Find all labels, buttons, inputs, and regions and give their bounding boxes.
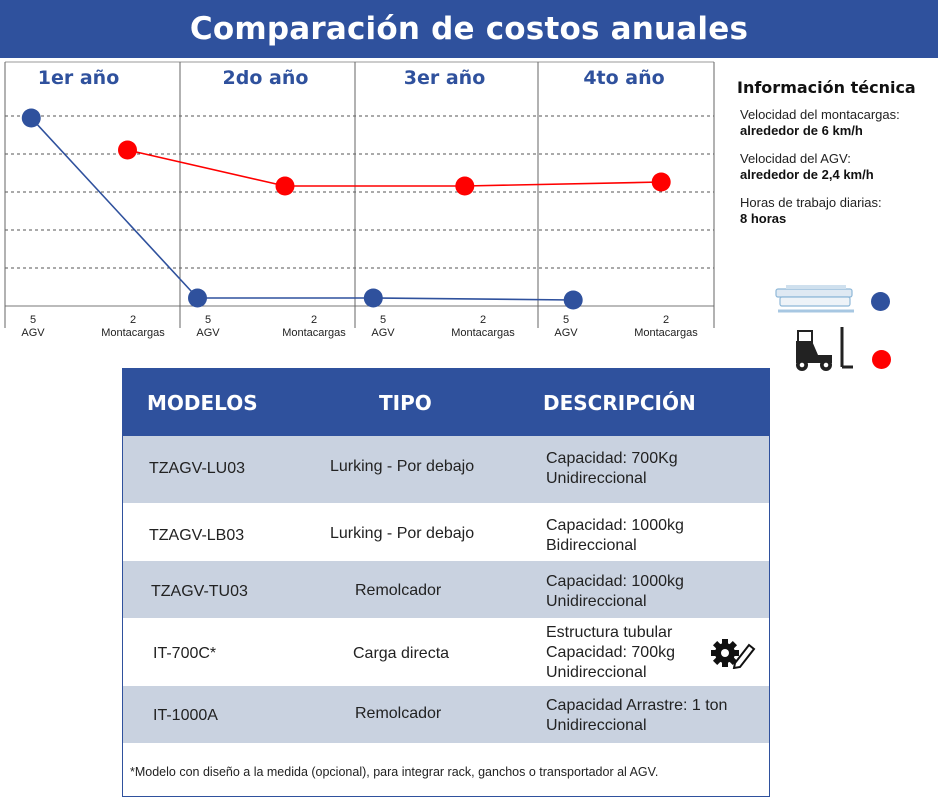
row-description: [546, 623, 675, 683]
data-point-agv: [22, 109, 41, 128]
desc-line: Estructura tubular: [546, 624, 673, 641]
table-row: [123, 436, 769, 503]
desc-line: Capacidad: 700kg: [546, 644, 675, 661]
footnote: *Modelo con diseño a la medida (opcional), para integrar rack, ganchos o transportador al AGV.: [130, 765, 659, 779]
category-count: 5: [204, 314, 212, 326]
row-description: [546, 696, 727, 736]
table-row: [123, 618, 769, 686]
legend-forklift: [790, 325, 854, 378]
legend-dot-agv: [871, 292, 890, 311]
row-model: IT-1000A: [153, 707, 218, 724]
forklift-speed: [737, 107, 942, 139]
info-heading: Información técnica: [737, 78, 916, 97]
series-line-montacargas: [128, 150, 662, 186]
legend-dot-forklift: [872, 350, 891, 369]
desc-line: Unidireccional: [546, 717, 647, 734]
row-type: Remolcador: [355, 705, 442, 722]
category-count: 5: [562, 314, 570, 326]
row-model: TZAGV-TU03: [151, 583, 248, 600]
category-label: AGV: [21, 327, 45, 339]
category-label: AGV: [371, 327, 395, 339]
category-count: 2: [129, 314, 137, 326]
forklift-speed-value: alrededor de 6 km/h: [740, 123, 863, 138]
table-row: [123, 561, 769, 618]
desc-line: Capacidad: 1000kg: [546, 517, 684, 534]
forklift-icon: [790, 325, 854, 373]
year-label: 2do año: [222, 67, 309, 89]
category-count: 2: [310, 314, 318, 326]
category-count: 5: [29, 314, 37, 326]
desc-line: Unidireccional: [546, 470, 647, 487]
year-labels: [38, 67, 665, 89]
table-row: [123, 503, 769, 561]
category-label: AGV: [196, 327, 220, 339]
data-point-agv: [188, 289, 207, 308]
header-models: MODELOS: [147, 391, 258, 415]
desc-line: Capacidad Arrastre: 1 ton: [546, 697, 728, 714]
data-point-agv: [564, 291, 583, 310]
row-type: Lurking - Por debajo: [330, 458, 475, 475]
data-point-agv: [364, 289, 383, 308]
gridlines: [5, 62, 714, 328]
category-label: Montacargas: [451, 327, 515, 339]
data-point-montacargas: [118, 141, 137, 160]
row-type: Carga directa: [353, 645, 450, 662]
category-count: 5: [379, 314, 387, 326]
work-hours-label: Horas de trabajo diarias:: [740, 195, 882, 210]
category-count: 2: [479, 314, 487, 326]
category-count: 2: [662, 314, 670, 326]
work-hours: [737, 195, 942, 227]
year-label: 4to año: [583, 67, 665, 89]
category-label: Montacargas: [101, 327, 165, 339]
agv-icon: [774, 283, 860, 319]
row-description: [546, 572, 684, 612]
gear-pencil-icon: [711, 637, 757, 669]
data-point-montacargas: [652, 173, 671, 192]
desc-line: Capacidad: 1000kg: [546, 573, 684, 590]
models-table: [122, 368, 770, 797]
data-point-montacargas: [455, 177, 474, 196]
row-description: [546, 449, 678, 489]
category-label: AGV: [554, 327, 578, 339]
technical-info: [737, 78, 942, 239]
year-label: 1er año: [37, 67, 120, 89]
forklift-speed-label: Velocidad del montacargas:: [740, 107, 900, 122]
row-model: TZAGV-LU03: [149, 460, 246, 477]
year-label: 3er año: [403, 67, 486, 89]
header-description: DESCRIPCIÓN: [543, 391, 696, 415]
title-bar: [0, 0, 938, 58]
row-type: Remolcador: [355, 582, 442, 599]
desc-line: Capacidad: 700Kg: [546, 450, 678, 467]
desc-line: Unidireccional: [546, 593, 647, 610]
row-type: Lurking - Por debajo: [330, 525, 475, 542]
data-point-montacargas: [276, 177, 295, 196]
cost-chart: [0, 58, 720, 348]
row-model: TZAGV-LB03: [149, 527, 245, 544]
category-label: Montacargas: [634, 327, 698, 339]
table-row: [123, 686, 769, 743]
page-title: Comparación de costos anuales: [189, 11, 749, 47]
agv-speed-value: alrededor de 2,4 km/h: [740, 167, 874, 182]
series: [22, 109, 671, 310]
row-description: [546, 516, 684, 556]
category-label: Montacargas: [282, 327, 346, 339]
work-hours-value: 8 horas: [740, 211, 787, 226]
row-model: IT-700C*: [153, 645, 217, 662]
header-type: TIPO: [379, 391, 432, 415]
desc-line: Bidireccional: [546, 537, 637, 554]
agv-speed-label: Velocidad del AGV:: [740, 151, 851, 166]
series-line-agv: [31, 118, 573, 300]
table-header: [123, 369, 769, 436]
category-labels: [21, 314, 698, 339]
desc-line: Unidireccional: [546, 664, 647, 681]
legend-agv: [774, 283, 860, 324]
agv-speed: [737, 151, 942, 183]
